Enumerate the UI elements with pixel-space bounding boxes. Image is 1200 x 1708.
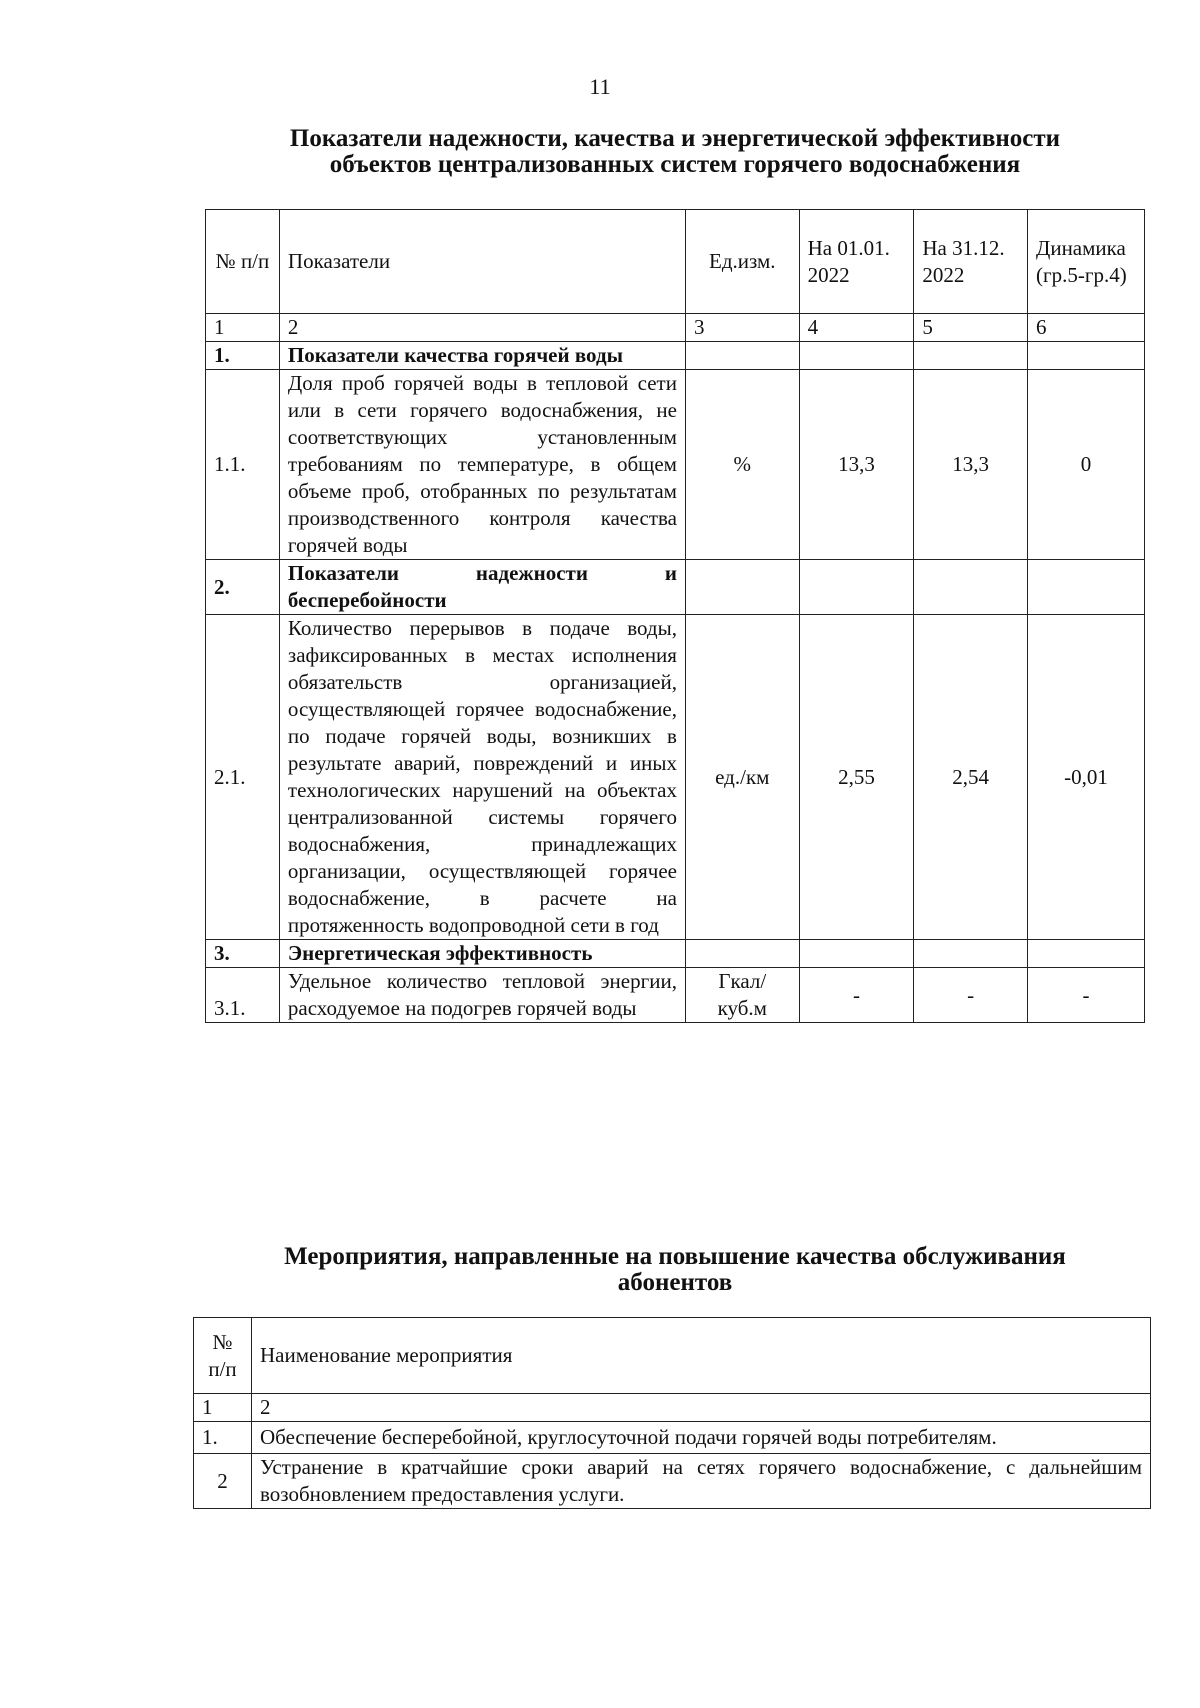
column-number-row [194, 1394, 1151, 1422]
col-number: 1 [194, 1394, 252, 1422]
row-unit: Гкал/куб.м [685, 968, 799, 1023]
title-line: Мероприятия, направленные на повышение качества обслуживания [284, 1243, 1066, 1270]
row-number: 2. [206, 560, 280, 615]
header-cell: На 31.12. 2022 [914, 210, 1028, 314]
col-number: 3 [685, 314, 799, 342]
col-number: 2 [252, 1394, 1151, 1422]
row-value-start: - [799, 968, 914, 1023]
header-cell: № п/п [194, 1318, 252, 1394]
table-row [194, 1454, 1151, 1509]
row-dynamics: 0 [1028, 370, 1145, 560]
col-number: 2 [279, 314, 685, 342]
table-header-row [194, 1318, 1151, 1394]
row-number: 1. [194, 1422, 252, 1454]
table-row [206, 940, 1145, 968]
row-value-end: 13,3 [914, 370, 1028, 560]
row-indicator: Удельное количество тепловой энергии, расходуемое на подогрев горячей воды [279, 968, 685, 1023]
section-title-indicators [0, 126, 1200, 178]
row-number: 3.1. [206, 968, 280, 1023]
header-cell: Показатели [279, 210, 685, 314]
indicators-table [205, 209, 1145, 1023]
column-number-row [206, 314, 1145, 342]
header-cell: На 01.01. 2022 [799, 210, 914, 314]
row-number: 3. [206, 940, 280, 968]
row-number: 1. [206, 342, 280, 370]
row-dynamics: - [1028, 968, 1145, 1023]
row-number: 2.1. [206, 615, 280, 940]
row-indicator: Доля проб горячей воды в тепловой сети или в сети горячего водоснабжения, не соответствующих установленным требованиям по температуре, в общем объеме проб, отобранных по результатам производственного контроля качества горячей воды [279, 370, 685, 560]
table-row [206, 560, 1145, 615]
row-number: 2 [194, 1454, 252, 1509]
col-number: 5 [914, 314, 1028, 342]
row-dynamics: -0,01 [1028, 615, 1145, 940]
table-row [206, 615, 1145, 940]
header-cell: Ед.изм. [685, 210, 799, 314]
row-number: 1.1. [206, 370, 280, 560]
row-indicator: Показатели качества горячей воды [279, 342, 685, 370]
measures-table [193, 1317, 1151, 1509]
page-number: 11 [589, 74, 611, 99]
title-line: абонентов [617, 1269, 733, 1296]
table-row [206, 342, 1145, 370]
title-line: объектов централизованных систем горячего водоснабжения [329, 151, 1021, 178]
row-unit: ед./км [685, 615, 799, 940]
row-indicator: Количество перерывов в подаче воды, зафиксированных в местах исполнения обязательств организацией, осуществляющей горячее водоснабжение, по подаче горячей воды, возникших в результате аварий, повреждений и иных технологических нарушений на объектах централизованной системы горячего водоснабжения, принадлежащих организации, осуществляющей горячее водоснабжение, в расчете на протяженность водопроводной сети в год [279, 615, 685, 940]
row-indicator: Энергетическая эффективность [279, 940, 685, 968]
section-title-measures [0, 1244, 1200, 1296]
table-row [206, 968, 1145, 1023]
row-measure: Устранение в кратчайшие сроки аварий на сетях горячего водоснабжение, с дальнейшим возобновлением предоставления услуги. [252, 1454, 1151, 1509]
col-number: 1 [206, 314, 280, 342]
row-value-start: 2,55 [799, 615, 914, 940]
col-number: 4 [799, 314, 914, 342]
row-value-end: - [914, 968, 1028, 1023]
header-cell: Наименование мероприятия [252, 1318, 1151, 1394]
col-number: 6 [1028, 314, 1145, 342]
row-measure: Обеспечение бесперебойной, круглосуточной подачи горячей воды потребителям. [252, 1422, 1151, 1454]
header-cell: № п/п [206, 210, 280, 314]
row-unit: % [685, 370, 799, 560]
title-line: Показатели надежности, качества и энергетической эффективности [289, 125, 1061, 152]
row-value-end: 2,54 [914, 615, 1028, 940]
row-indicator: Показатели надежности и бесперебойности [279, 560, 685, 615]
table-header-row [206, 210, 1145, 314]
row-value-start: 13,3 [799, 370, 914, 560]
table-row [206, 370, 1145, 560]
header-cell: Динамика (гр.5-гр.4) [1028, 210, 1145, 314]
table-row [194, 1422, 1151, 1454]
